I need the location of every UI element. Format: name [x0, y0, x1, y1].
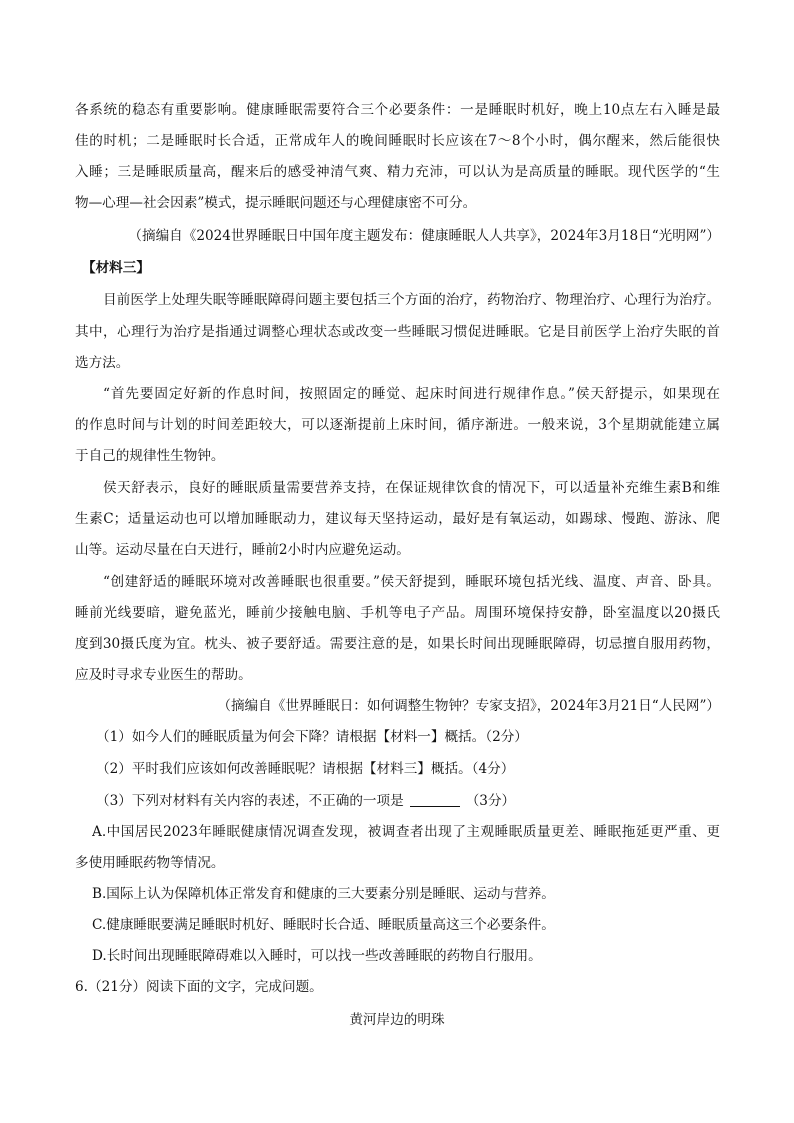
question-2: （2）平时我们应该如何改善睡眠呢？请根据【材料三】概括。（4分） [96, 761, 515, 777]
paragraph-line: 各系统的稳态有重要影响。健康睡眠需要符合三个必要条件：一是睡眠时机好，晚上10点左右入睡是最 [75, 102, 720, 118]
question-6-stem: 6.（21分）阅读下面的文字，完成问题。 [75, 979, 323, 995]
option-c: C.健康睡眠要满足睡眠时机好、睡眠时长合适、睡眠质量高这三个必要条件。 [92, 917, 555, 933]
option-a-continued: 多使用睡眠药物等情况。 [75, 855, 225, 871]
paragraph-line: 其中，心理行为治疗是指通过调整心理状态或改变一些睡眠习惯促进睡眠。它是目前医学上治疗失眠的首 [75, 324, 720, 340]
question-3-score: （3分） [465, 793, 516, 809]
paragraph-line: 于自己的规律性生物钟。 [75, 448, 225, 464]
source-citation: （摘编自《2024世界睡眠日中国年度主题发布：健康睡眠人人共享》，2024年3月18日“光明网”） [128, 228, 720, 244]
paragraph-line: 选方法。 [75, 355, 130, 371]
paragraph-line: “创建舒适的睡眠环境对改善睡眠也很重要。”侯天舒提到，睡眠环境包括光线、温度、声音、卧具。 [103, 574, 720, 590]
paragraph-line: 物—心理—社会因素”模式，提示睡眠问题还与心理健康密不可分。 [75, 195, 477, 211]
question-3-text: （3）下列对材料有关内容的表述，不正确的一项是 [96, 793, 404, 809]
source-citation: （摘编自《世界睡眠日：如何调整生物钟？专家支招》，2024年3月21日“人民网”） [217, 698, 720, 714]
option-d: D.长时间出现睡眠障碍难以入睡时，可以找一些改善睡眠的药物自行服用。 [92, 948, 542, 964]
paragraph-line: 的作息时间与计划的时间差距较大，可以逐渐提前上床时间，循序渐进。一般来说，3个星期就能建立属 [75, 417, 720, 433]
paragraph-line: 睡前光线要暗，避免蓝光，睡前少接触电脑、手机等电子产品。周围环境保持安静，卧室温度以20摄氏 [75, 605, 720, 621]
paragraph-line: “首先要固定好新的作息时间，按照固定的睡觉、起床时间进行规律作息。”侯天舒提示，如果现在 [103, 386, 720, 402]
paragraph-line: 生素C；适量运动也可以增加睡眠动力，建议每天坚持运动，最好是有氧运动，如踢球、慢跑、游泳、爬 [75, 511, 720, 527]
question-1: （1）如今人们的睡眠质量为何会下降？请根据【材料一】概括。（2分） [96, 729, 528, 745]
option-a: A.中国居民2023年睡眠健康情况调查发现，被调查者出现了主观睡眠质量更差、睡眠拖延更严重、更 [92, 824, 720, 840]
paragraph-line: 应及时寻求专业医生的帮助。 [75, 667, 252, 683]
passage-title: 黄河岸边的明珠 [349, 1012, 445, 1028]
option-b: B.国际上认为保障机体正常发育和健康的三大要素分别是睡眠、运动与营养。 [92, 886, 555, 902]
paragraph-line: 山等。运动尽量在白天进行，睡前2小时内应避免运动。 [75, 542, 410, 558]
paragraph-line: 目前医学上处理失眠等睡眠障碍问题主要包括三个方面的治疗，药物治疗、物理治疗、心理行为治疗。 [103, 292, 720, 308]
paragraph-line: 度到30摄氏度为宜。枕头、被子要舒适。需要注意的是，如果长时间出现睡眠障碍，切忌擅自服用药物， [75, 636, 720, 652]
question-3 [96, 792, 741, 810]
paragraph-line: 侯天舒表示，良好的睡眠质量需要营养支持，在保证规律饮食的情况下，可以适量补充维生素B和维 [103, 480, 720, 496]
section-heading: 【材料三】 [82, 260, 150, 276]
paragraph-line: 佳的时机；二是睡眠时长合适，正常成年人的晚间睡眠时长应该在7～8个小时，偶尔醒来，然后能很快 [75, 133, 720, 149]
answer-blank[interactable] [410, 792, 460, 807]
paragraph-line: 入睡；三是睡眠质量高，醒来后的感受神清气爽、精力充沛，可以认为是高质量的睡眠。现代医学的“生 [75, 164, 720, 180]
